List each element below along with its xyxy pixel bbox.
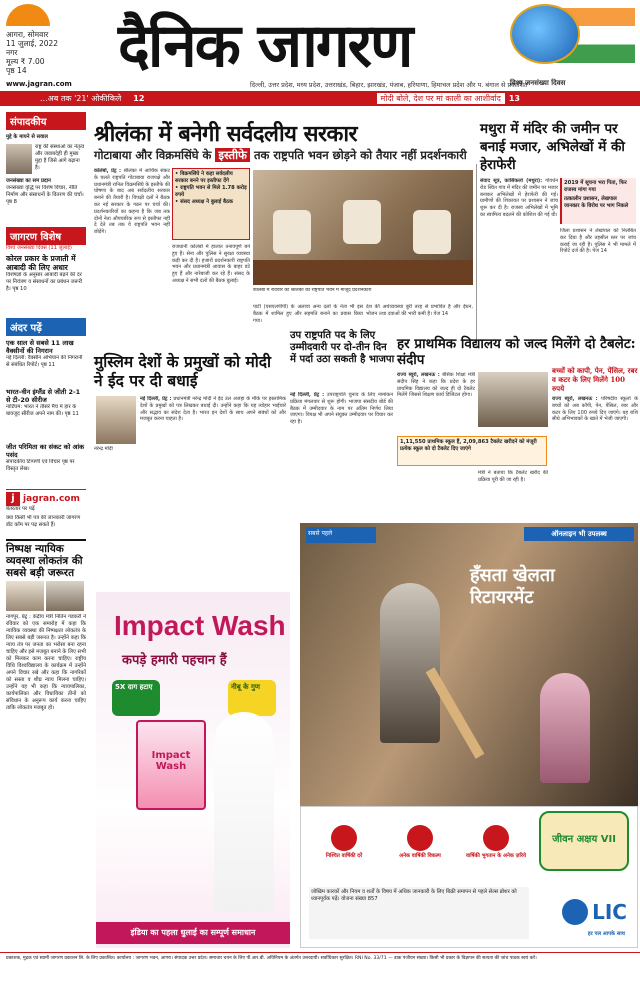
impact-badge2: नीबू के गुण <box>228 680 276 716</box>
top-strip-left-page: 12 <box>133 94 145 103</box>
sun-logo <box>6 4 50 26</box>
story2-body: नई दिल्ली, प्रेट्र : प्रधानमंत्री नरेन्द्र मोदी ने ईद उल अजहा के मौके पर इस्लामिक देशों के प्रमुखों को पत्र लिखकर बधाई दी। उन्होंने कहा कि यह त्योहार भाईचारे और सद्भाव का संदेश देता है। भारत इन देशों के साथ अपने संबंधों को और मजबूत करना चाहता है। <box>140 396 286 423</box>
lead-body-col3: पार्टी (एसएलपीपी) के अलावा अन्य दलों के नेता भी इस बैठक में शामिल हुए और सहमति बनाने का प्रयास किया गया। <box>253 304 363 324</box>
impact-title: Impact Wash <box>114 610 286 641</box>
impact-wash-ad[interactable] <box>96 592 290 948</box>
right-body-col2: जिला प्रशासन ने लेखपाल को निलंबित कर दिया है और तहसील स्तर पर जांच कराई जा रही है। पुलिस ने भी मामले में रिपोर्ट दर्ज की है। पेज 14 <box>560 228 636 255</box>
jagran-j-icon: j <box>6 492 20 506</box>
day-slogan: विश्व जनसंख्या दिवस <box>510 79 566 87</box>
lead-factbox: • विक्रमसिंघे ने कहा सर्वदलीय सरकार बनने पर इस्तीफा देंगे • राष्ट्रपति भवन से मिले 1.78 करोड़ रुपये • संसद अध्यक्ष ने बुलाई बैठक <box>172 168 250 240</box>
story5-dateline: राज्य ब्यूरो, लखनऊ : <box>552 396 598 402</box>
lic-online: ऑनलाइन भी उपलब्ध <box>524 527 634 541</box>
lead-body-col4: देश की अर्थव्यवस्था बुरी तरह से प्रभावित है और ईंधन, भोजन तथा दवाओं की भारी कमी है। पेज 14 <box>366 304 473 317</box>
options-icon <box>407 825 433 851</box>
date-line1: आगरा, सोमवार <box>6 30 49 39</box>
right-body-col1: संवाद सूत्र, कासिकलां (मथुरा): गोवर्धन रोड स्थित गांव में मंदिर की जमीन पर मजार बनाकर अभिलेखों में हेराफेरी की गई। ग्रामीणों की शिकायत पर प्रशासन ने जांच शुरू कर दी है। राजस्व अभिलेखों में भूमि का स्वामित्व बदलने की कोशिश की गई थी। <box>480 178 558 218</box>
page-count: पृष्ठ 14 <box>6 66 27 75</box>
author-photo <box>6 581 44 611</box>
story3-body: नई दिल्ली, प्रेट्र : उपराष्ट्रपति चुनाव के लिए नामांकन प्रक्रिया मंगलवार से शुरू होगी। भाजपा संसदीय बोर्ड की बैठक में उम्मीदवार के नाम पर अंतिम निर्णय लिया जाएगा। विपक्ष भी अपने संयुक्त उम्मीदवार पर विचार कर रहा है। <box>290 392 393 426</box>
lic-feature: वार्षिकी भुगतान के अनेक ज़रिये <box>465 853 526 859</box>
inside-item[interactable]: भारत-वीन इंग्लैंड से जीती 2-1 से टी-20 सीरीज <box>6 388 81 404</box>
model-figure <box>214 712 274 912</box>
lead-headline[interactable]: श्रीलंका में बनेगी सर्वदलीय सरकार <box>94 121 358 147</box>
right-dateline: संवाद सूत्र, कासिकलां (मथुरा): <box>480 178 543 184</box>
payment-icon <box>483 825 509 851</box>
opinion-title[interactable]: निष्पक्ष न्यायिक व्यवस्था लोकतंत्र की सबसे बड़ी जरूरत <box>6 539 86 579</box>
imprint-footer: प्रकाशक, मुद्रक एवं स्वामी जागरण प्रकाशन लि. के लिए प्रकाशित। कार्यालय : जागरण भवन, आगरा। संपादक उत्तर प्रदेश। समाचार चयन के लिए पी.आर.बी. अधिनियम के अंतर्गत उत्तरदायी। सर्वाधिकार सुरक्षित। RNI No. 33/71 — डाक पंजीयन संख्या। किसी भी प्रकार के विज्ञापन की सत्यता की जांच पाठक स्वयं करें। <box>0 952 640 1003</box>
lead-body-col2: राजधानी कोलंबो में हालात तनावपूर्ण बने हुए हैं। सेना और पुलिस ने सुरक्षा व्यवस्था कड़ी कर दी है। हजारों प्रदर्शनकारी राष्ट्रपति भवन और प्रधानमंत्री आवास के बाहर डटे हुए हैं और नारेबाजी कर रहे हैं। संसद के अध्यक्ष ने सभी दलों की बैठक बुलाई। <box>172 244 250 284</box>
price: मूल्य ₹ 7.00 <box>6 57 45 66</box>
sub-prefix: गोटाबाया और विक्रमसिंघे के <box>94 148 212 162</box>
right-factbox <box>560 178 636 224</box>
lic-feature: निश्चित वार्षिकी दरें <box>325 853 363 859</box>
columnist-photo <box>6 144 32 174</box>
story2-dateline: नई दिल्ली, प्रेट्र : <box>140 396 172 402</box>
impact-badge1: 5X दाग हटाए <box>112 680 160 716</box>
lic-plan-name: जीवन अक्षय VII <box>539 811 629 871</box>
inside-item[interactable]: जीत परिमिता का संकट को आंक पसंद <box>6 443 85 459</box>
editorial-item[interactable]: जनसंख्या का सम प्रदान <box>6 178 51 184</box>
jagran-box-sub: बेतरतार पर पढ़ें <box>6 506 35 512</box>
lic-slogan: हर पल आपके साथ <box>587 931 625 937</box>
globe-icon <box>510 4 580 64</box>
top-strip <box>0 91 640 106</box>
story5-body: राज्य ब्यूरो, लखनऊ : परिषदीय स्कूलों के बच्चों को अब कॉपी, पेन, पेंसिल, रबर और कटर के लिए 100 रुपये दिए जाएंगे। यह राशि सीधे अभिभावकों के खाते में भेजी जाएगी। <box>552 396 638 423</box>
story4-body2: मंत्री ने बताया कि टैबलेट खरीद की प्रक्रिया पूरी की जा रही है। <box>478 470 548 483</box>
story4-dateline: राज्य ब्यूरो, लखनऊ : <box>397 372 440 378</box>
story4-highlight <box>397 436 547 466</box>
lead-subheadline <box>94 148 474 163</box>
editorial-head: संपादकीय <box>6 112 86 130</box>
lic-ad-photo[interactable] <box>300 523 638 806</box>
story4-highlight-text: 1,11,550 प्राथमिक स्कूल हैं, 2,09,863 टैबलेट खरीदने को मंजूरी <box>400 439 537 445</box>
lic-ad-plan[interactable]: जीवन अक्षय VII निश्चित वार्षिकी दरें अनेक वार्षिकी विकल्प वार्षिकी भुगतान के अनेक ज़रिये जोखिम कारकों और नियम व शर्तों के विषय में अधिक जानकारी के लिए बिक्री समापन से पहले सेल्स ब्रोशर को ध्यानपूर्वक पढ़ें। योजना संख्या 857 LIC हर पल आपके साथ <box>300 806 638 948</box>
impact-sub: कपड़े हमारी पहचान हैं <box>122 653 227 668</box>
detergent-pack: Impact Wash <box>136 720 206 810</box>
editorial-item[interactable]: मुद्दे के मायने से सवाल <box>6 134 48 140</box>
lead-dateline: कोलंबो, प्रेट्र : <box>94 168 121 174</box>
inside-head: अंदर पढ़ें <box>6 318 86 336</box>
top-strip-right-page: 13 <box>508 94 520 103</box>
top-strip-left[interactable]: ...अब तक '21' ओकीकिले <box>40 94 122 103</box>
right-headline[interactable]: मथुरा में मंदिर की जमीन पर बनाई मजार, अभिलेखों में की हेराफेरी <box>480 121 625 173</box>
lead-body-col1: कोलंबो, प्रेट्र : श्रीलंका में आर्थिक संकट के चलते राष्ट्रपति गोटाबाया राजपक्षे और प्रधानमंत्री रानिल विक्रमसिंघे के इस्तीफे की घोषणा के बाद अब सर्वदलीय सरकार बनाने की तैयारी है। विपक्षी दलों ने बैठक कर नई सरकार के गठन पर चर्चा की। प्रदर्शनकारियों का कहना है कि जब तक दोनों नेता औपचारिक रूप से इस्तीफा नहीं दे देते तब तक वे राष्ट्रपति भवन नहीं छोड़ेंगे। <box>94 168 170 236</box>
special-title[interactable]: कोरल प्रकार के प्रजाती में आबादी की लिए अधार <box>6 254 76 272</box>
special-sub: विश्व जनसंख्या दिवस (11 जुलाई) <box>6 245 72 251</box>
lic-logo-badge: सबसे पहले <box>306 527 376 543</box>
lic-emblem-icon <box>562 899 588 925</box>
story4-body: राज्य ब्यूरो, लखनऊ : बेसिक शिक्षा मंत्री संदीप सिंह ने कहा कि प्रदेश के हर प्राथमिक विद्यालय को जल्द ही दो टैबलेट मिलेंगे जिससे शिक्षण कार्य डिजिटल होगा। <box>397 372 475 399</box>
lic-brand: LIC <box>592 900 627 924</box>
edition-states: दिल्ली, उत्तर प्रदेश, मध्य प्रदेश, उत्तराखंड, बिहार, झारखंड, पंजाब, हरियाणा, हिमाचल प्रदेश और प. बंगाल से प्रकाशित <box>250 81 528 89</box>
jagran-box[interactable]: jagran.com <box>23 494 80 504</box>
left-column: संपादकीय मुद्दे के मायने से सवाल राष्ट्र की संस्थाओं का नेतृत्व और जवाबदेही ही मुख्य मुद्दा है जिसे आगे बढ़ाना है। जनसंख्या का सम प्रदान जनसंख्या वृद्धि पर विशेष विचार, नीति निर्माण और संसाधनों के वितरण की चर्चा। पृष्ठ 8 जागरण विशेष विश्व जनसंख्या दिवस (11 जुलाई) कोरल प्रकार के प्रजाती में आबादी की लिए अधार विशेषज्ञों के अनुसार आबादी बढ़ने की दर पर नियंत्रण व संसाधनों का प्रबंधन जरूरी है। पृष्ठ 10 अंदर पढ़ें एक साल से सबसे 11 लाख वैक्सीनों की निगरान नई दिल्ली: वैक्सीन अभियान की निगरानी से संबंधित रिपोर्ट। पृष्ठ 11 भारत-वीन इंग्लैंड से जीती 2-1 से टी-20 सीरीज नाटिंघम: भारत ने तीसरे मैच में हार के बावजूद सीरीज अपने नाम की। पृष्ठ 11 जीत परिमिता का संकट को आंक पसंद संपादकीय टिप्पणी एवं विचार पृष्ठ पर विस्तृत लेख। j jagran.com बेतरतार पर पढ़ें क्या किसी भी पत्र की जानकारी जागरण डॉट कॉम पर पढ़ सकते हैं। निष्पक्ष न्यायिक व्यवस्था लोकतंत्र की सबसे बड़ी जरूरत नागपुर, प्रेट्र : केंद्रीय मंत्री नितिन गडकरी ने रविवार को एक समारोह में कहा कि न्यायिक व्यवस्था की निष्पक्षता लोकतंत्र के लिए सबसे बड़ी जरूरत है। उन्होंने कहा कि न्याय तंत्र पर जनता का भरोसा बना रहना चाहिए और इसे मजबूत बनाने के लिए सभी को मिलकर काम करना चाहिए। राष्ट्रीय विधि विश्वविद्यालय के कार्यक्रम में उन्होंने अपने विचार रखे और कहा कि नागरिकों को सस्ता व शीघ्र न्याय मिलना चाहिए। उन्होंने यह भी कहा कि न्यायपालिका, कार्यपालिका और विधायिका तीनों को संविधान के अनुरूप कार्य करना चाहिए ताकि लोकतंत्र मजबूत हो। <box>6 112 86 824</box>
special-head: जागरण विशेष <box>6 227 86 245</box>
child-figure <box>540 673 590 783</box>
story4-highlight-text2: प्रत्येक स्कूल को दो टैबलेट दिए जाएंगे <box>400 446 471 452</box>
grandfather-figure <box>380 583 440 743</box>
edition-city: नगर <box>6 48 18 57</box>
sub-tag: इस्तीफे <box>215 148 250 162</box>
story5-headline[interactable]: बच्चों को कापी, पेन, पेंसिल, रबर व कटर के लिए मिलेंगे 100 रुपये <box>552 366 638 393</box>
inside-item[interactable]: एक साल से सबसे 11 लाख वैक्सीनों की निगरान <box>6 339 74 355</box>
author-photo <box>46 581 84 611</box>
impact-bottom: इंडिया का पहला धुलाई का सम्पूर्ण समाधान <box>96 922 290 944</box>
story3-headline[interactable]: उप राष्ट्रपति पद के लिए उम्मीदवारी पर दो-तीन दिन में पर्दा उठा सकती है भाजपा <box>290 330 395 365</box>
newspaper-title: दैनिक जागरण <box>118 11 412 81</box>
story4-photo <box>478 372 548 427</box>
modi-caption: नरेन्द्र मोदी <box>94 446 113 452</box>
lic-feature: अनेक वार्षिकी विकल्प <box>399 853 441 859</box>
story4-headline[interactable]: हर प्राथमिक विद्यालय को जल्द मिलेंगे दो टैबलेट: संदीप <box>397 336 636 368</box>
website-url[interactable]: www.jagran.com <box>6 80 72 88</box>
modi-photo <box>96 396 136 444</box>
story2-headline[interactable]: मुस्लिम देशों के प्रमुखों को मोदी ने ईद पर दी बधाई <box>94 352 271 390</box>
sub-suffix: तक राष्ट्रपति भवन छोड़ने को तैयार नहीं प्रदर्शनकारी <box>253 148 467 162</box>
right-fact1: 2019 में सूचना भरा पिता, फिर राजस्व मांगा गया <box>564 180 627 193</box>
lead-photo <box>253 170 473 285</box>
lic-tagline: हँसता खेलता रिटायरमेंट <box>470 565 555 608</box>
right-fact2: तत्कालीन प्रशासन, लेखपाल जानकार के विरोध पर भाग निकले <box>564 196 629 209</box>
lead-photo-caption: कोलंबो में रविवार को श्रीलंका की राष्ट्रपति भवन में मौजूद प्रदर्शनकारी <box>253 288 372 293</box>
story3-dateline: नई दिल्ली, प्रेट्र : <box>290 392 325 398</box>
dateline <box>6 30 58 75</box>
fixed-rate-icon <box>331 825 357 851</box>
top-strip-right[interactable]: मोदी बोले, देश पर मां काली का आशीर्वाद <box>377 93 505 104</box>
date-line2: 11 जुलाई, 2022 <box>6 39 59 48</box>
